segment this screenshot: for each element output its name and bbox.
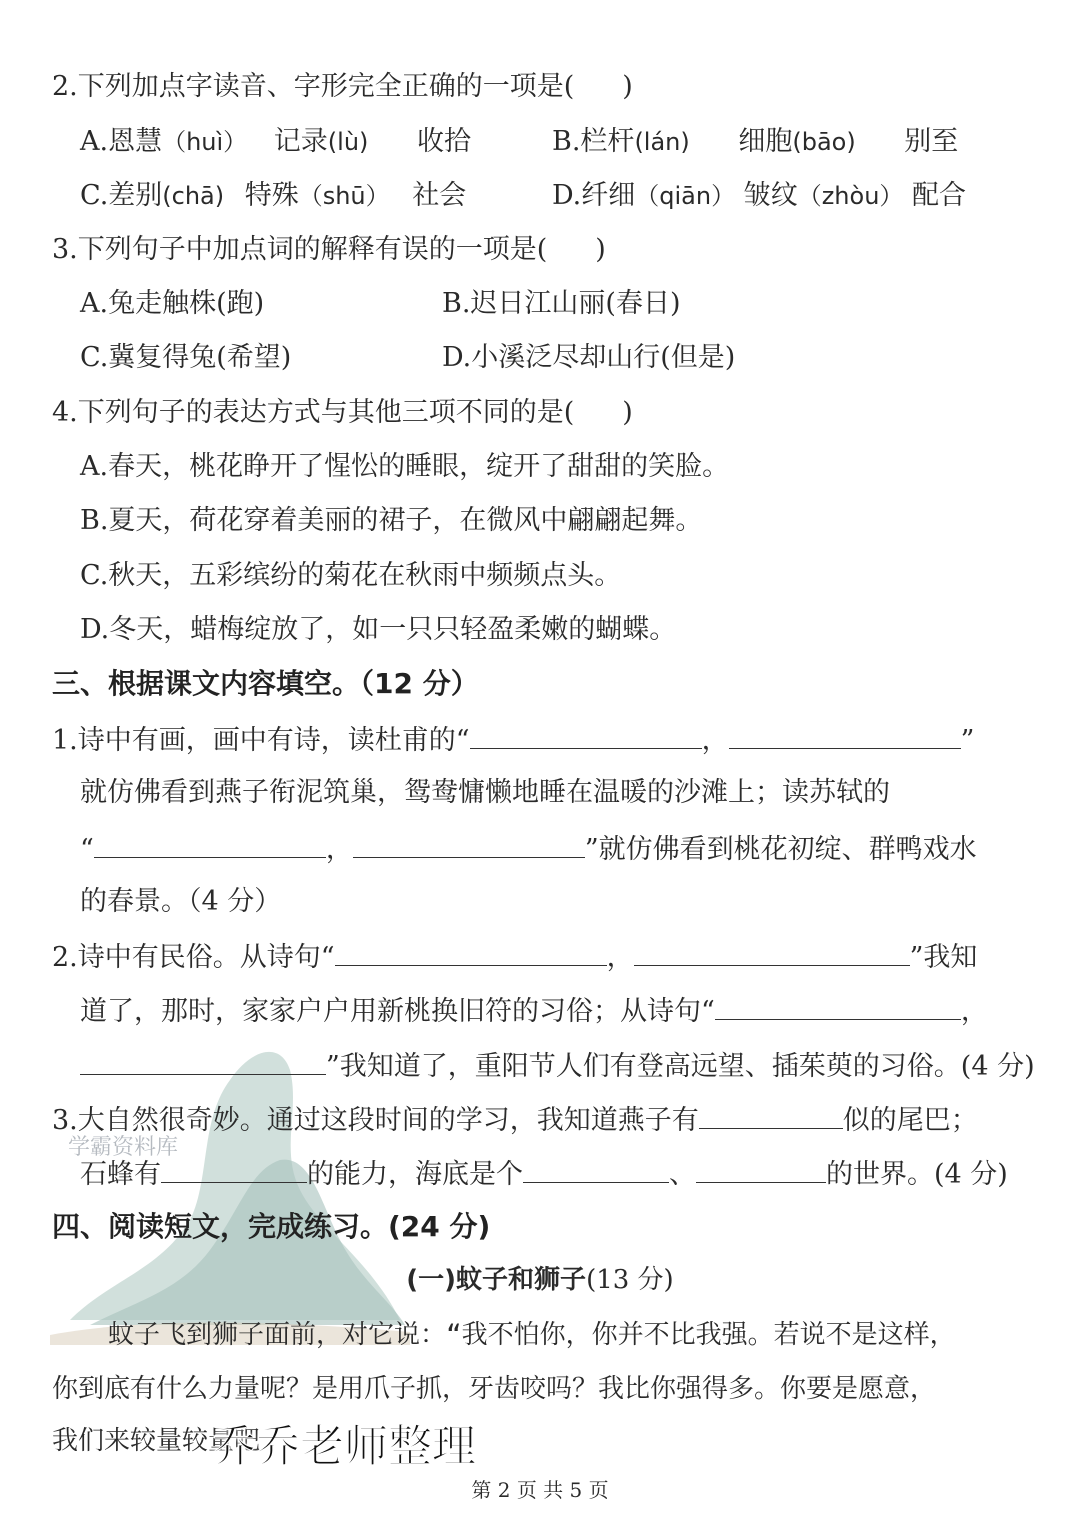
q3-option-c: C.冀复得兔(希望) [80,342,292,373]
q3-option-d: D.小溪泛尽却山行(但是) [442,342,736,373]
section4-title: 四、阅读短文，完成练习。(24 分) [52,1210,491,1243]
s3-q3-line1: 3.大自然很奇妙。通过这段时间的学习，我知道燕子有 似的尾巴； [52,1102,978,1138]
watermark-text: 学霸资料库 [68,1135,179,1160]
passage-line3: 我们来较量较量吧 [52,1426,261,1456]
s3-q2-line3: ”我知道了，重阳节人们有登高远望、插茱萸的习俗。(4 分) [80,1048,1035,1084]
q3-stem: 3.下列句子中加点词的解释有误的一项是( ) [52,234,606,265]
s3-q3-line2: 石蜂有 的能力，海底是个 、 的世界。(4 分) [80,1156,1008,1192]
q2-option-d: D.纤细（qiān） 皱纹（zhòu） 配合 [552,180,966,211]
s3-q1-line4: 的春景。（4 分） [80,886,282,917]
s3-q2-line1: 2.诗中有民俗。从诗句“ ， ”我知 [52,939,977,975]
s3-q2-line2: 道了，那时，家家户户用新桃换旧符的习俗；从诗句“ ， [80,993,988,1029]
s3-q1-line2: 就仿佛看到燕子衔泥筑巢，鸳鸯慵懒地睡在温暖的沙滩上；读苏轼的 [80,777,890,808]
passage-title: (一)蚊子和狮子(13 分) [406,1265,674,1295]
teacher-banner: 乔乔老师整理 [212,1421,476,1472]
q2-option-b: B.栏杆(lán) 细胞(bāo) 别至 [552,126,959,157]
passage-line1: 蚊子飞到狮子面前，对它说：“我不怕你，你并不比我强。若说不是这样， [108,1320,956,1350]
page-footer: 第 2 页 共 5 页 [471,1478,609,1502]
q4-option-a: A.春天，桃花睁开了惺忪的睡眼，绽开了甜甜的笑脸。 [80,451,730,482]
q3-option-a: A.兔走触株(跑) [80,288,265,319]
q2-option-c: C.差别(chā) 特殊（shū） 社会 [80,180,467,211]
q4-stem: 4.下列句子的表达方式与其他三项不同的是( ) [52,397,633,428]
q2-stem: 2.下列加点字读音、字形完全正确的一项是( ) [52,71,633,102]
q3-option-b: B.迟日江山丽(春日) [442,288,681,319]
q4-option-d: D.冬天，蜡梅绽放了，如一只只轻盈柔嫩的蝴蝶。 [80,614,677,645]
q4-option-b: B.夏天，荷花穿着美丽的裙子，在微风中翩翩起舞。 [80,505,703,536]
q2-option-a: A.恩慧（huì） 记录(lù) 收拾 [80,126,471,157]
q4-option-c: C.秋天，五彩缤纷的菊花在秋雨中频频点头。 [80,560,622,591]
passage-line2: 你到底有什么力量呢？是用爪子抓，牙齿咬吗？我比你强得多。你要是愿意， [52,1374,937,1404]
s3-q1-line3: “ ， ”就仿佛看到桃花初绽、群鸭戏水 [80,831,977,867]
section3-title: 三、根据课文内容填空。（12 分） [52,667,479,700]
s3-q1-line1: 1.诗中有画，画中有诗，读杜甫的“ ， ” [52,722,974,758]
